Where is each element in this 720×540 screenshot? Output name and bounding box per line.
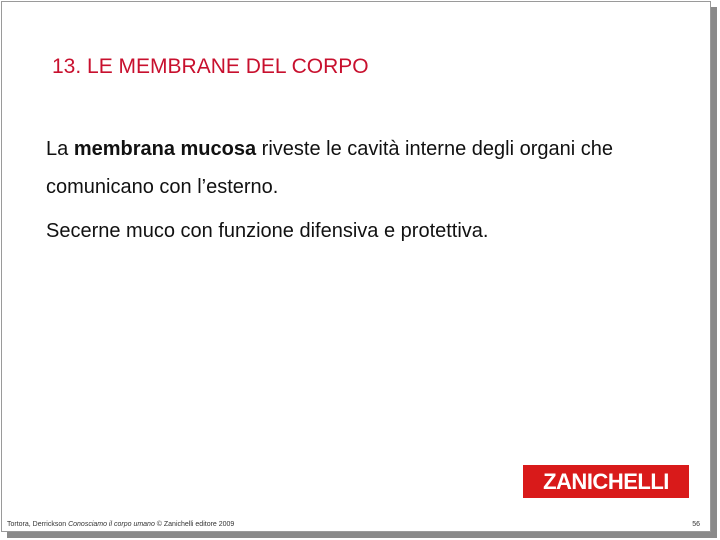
slide — [1, 1, 711, 532]
slide-title: 13. LE MEMBRANE DEL CORPO — [52, 55, 369, 78]
footer-book-title: Conosciamo il corpo umano — [68, 521, 155, 528]
paragraph-bold-term: membrana mucosa — [73, 138, 257, 160]
footer-publisher: © Zanichelli editore 2009 — [154, 521, 235, 528]
paragraph-mucosa — [46, 130, 666, 206]
paragraph-prefix: La — [46, 138, 74, 160]
paragraph-secretion: Secerne muco con funzione difensiva e protettiva. — [46, 220, 489, 242]
zanichelli-logo: ZANICHELLI — [523, 465, 689, 498]
footer-credits — [7, 521, 234, 528]
footer-authors: Tortora, Derrickson — [7, 521, 69, 528]
page-number: 56 — [692, 521, 700, 528]
paragraph-suffix: riveste le cavità interne degli organi che comunicano con l’esterno. — [46, 138, 613, 198]
slide-body — [46, 130, 666, 256]
